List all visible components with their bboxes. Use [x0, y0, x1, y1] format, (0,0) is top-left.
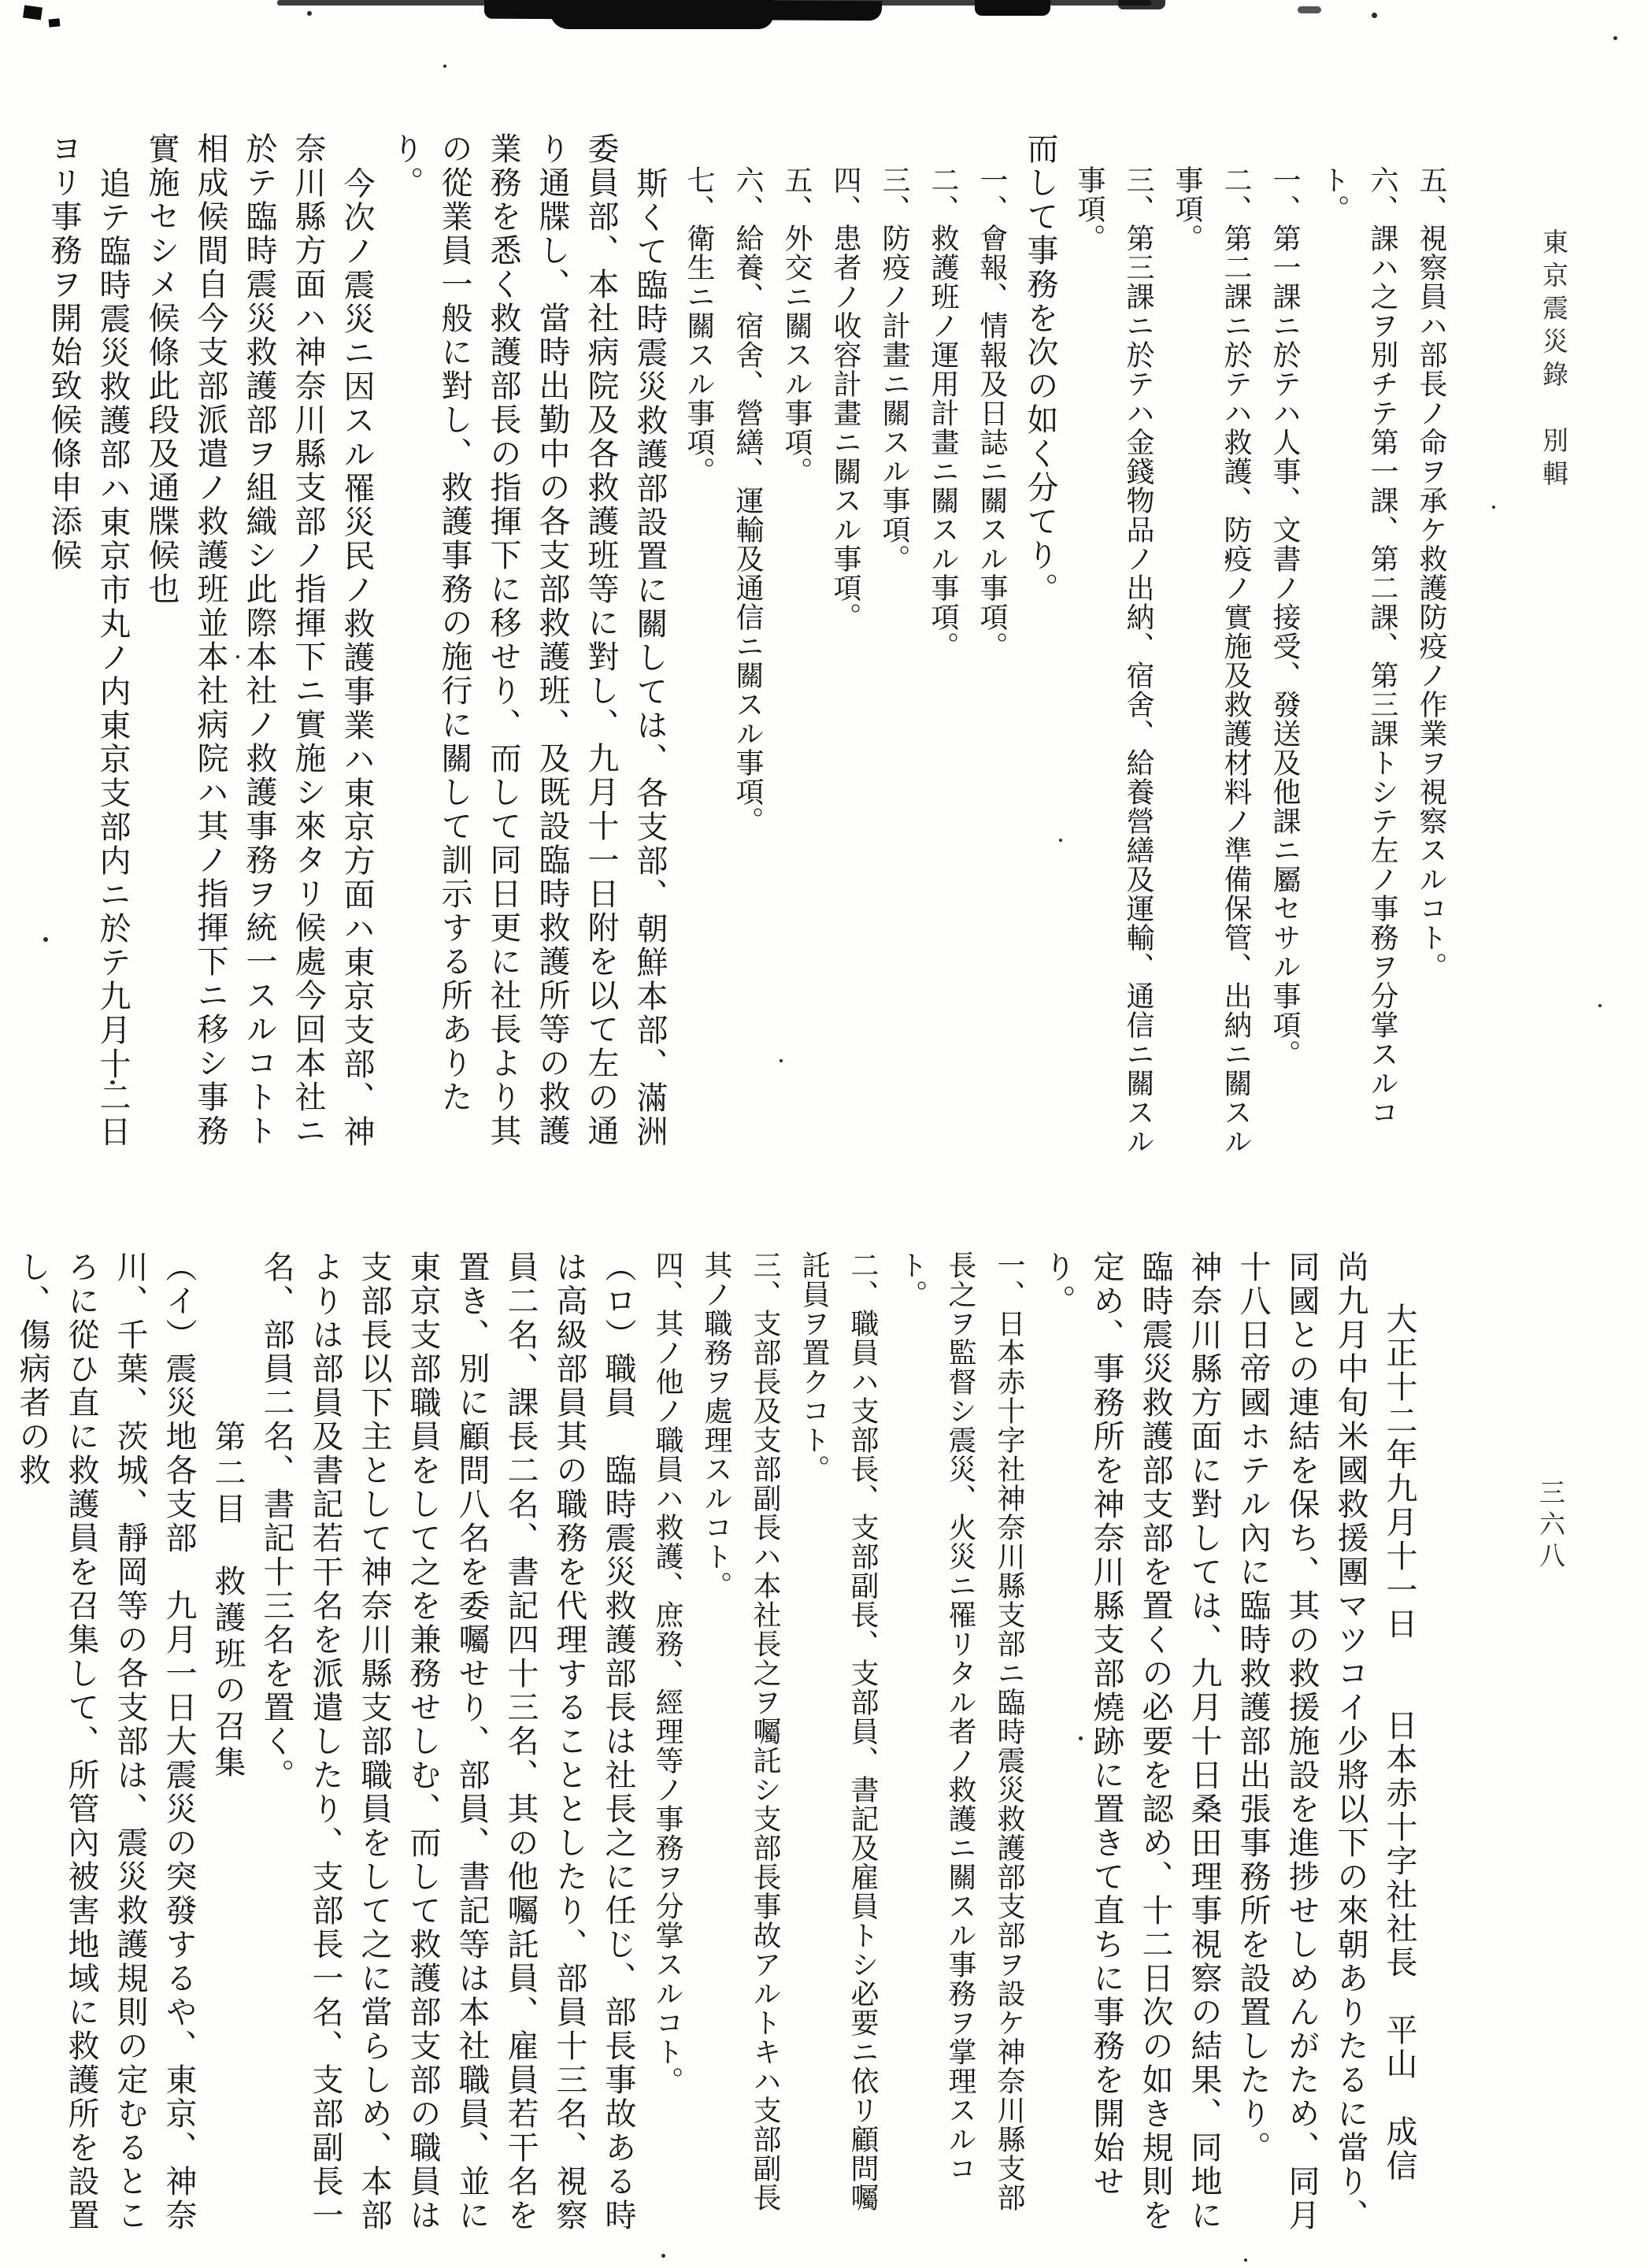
text-column: 一、會報、情報及日誌ニ關スル事項。	[976, 165, 1008, 661]
scan-artifact	[550, 0, 774, 29]
text-column: 尚九月中旬米國救援團マツコイ少將以下の來朝ありたるに當り、同國との連結を保ち、其の救援施設を進捗せしめんがため、同月十八日帝國ホテル內に臨時救護部出張事務所を設置したり。	[1235, 1251, 1368, 2233]
text-column: 今次ノ震災ニ因スル罹災民ノ救護事業ハ東京方面ハ東京支部、神奈川縣方面ハ神奈川縣支部ノ指揮下ニ實施シ來タリ候處今回本社ニ於テ臨時震災救護部ヲ組織シ此際本社ノ救護事務ヲ統一スルコトト相成候間自今支部派遣ノ救護班並本社病院ハ其ノ指揮下ニ移シ事務實施セシメ候條此段及通牒候也	[143, 132, 375, 1149]
text-column: 四、患者ノ收容計畫ニ關スル事項。	[829, 165, 861, 632]
text-column: （イ）震災地各支部 九月一日大震災の突發するや、東京、神奈川、千葉、茨城、靜岡等の各支部は、震災救護規則の定むるところに從ひ直に救護員を召集して、所管內被害地域に救護所を設置し、傷病者の救	[14, 1251, 197, 2233]
scan-artifact	[23, 5, 43, 20]
ink-speck	[661, 2254, 665, 2258]
scan-artifact	[1118, 0, 1165, 9]
text-column: 三、防疫ノ計畫ニ關スル事項。	[878, 165, 910, 573]
text-column: 二、職員ハ支部長、支部副長、支部員、書記及雇員トシ必要ニ依リ顧問囑託員ヲ置クコト。	[798, 1251, 879, 2212]
text-column: 一、日本赤十字社神奈川縣支部ニ臨時震災救護部支部ヲ設ケ神奈川縣支部長之ヲ監督シ震災、火災ニ罹リタル者ノ救護ニ關スル事務ヲ掌理スルコト。	[895, 1251, 1025, 2212]
text-column: 追テ臨時震災救護部ハ東京市丸ノ内東京支部内ニ於テ九月十二日ヨリ事務ヲ開始致候條申添候	[46, 132, 131, 1149]
bottom-text-block	[8, 1251, 1424, 2240]
text-column: 大正十二年九月十一日 日本赤十字社社長 平山 成信	[1381, 1303, 1417, 2183]
text-column: 五、外交ニ關スル事項。	[780, 165, 813, 486]
page-number: 三六八	[1535, 1479, 1566, 1573]
text-column: 四、其ノ他ノ職員ハ救護、庶務、經理等ノ事務ヲ分掌スルコト。	[651, 1251, 683, 2096]
ink-speck	[1244, 2259, 1247, 2262]
text-column: 第二目 救護班の召集	[209, 1420, 246, 1782]
text-column: 六、課ハ之ヲ別チテ第一課、第二課、第三課トシテ左ノ事務ヲ分掌スルコト。	[1317, 165, 1398, 1127]
ink-speck	[1372, 13, 1377, 18]
text-column: 二、第二課ニ於テハ救護、防疫ノ實施及救護材料ノ準備保管、出納ニ關スル事項。	[1171, 165, 1252, 1156]
text-column: 斯くて臨時震災救護部設置に關しては、各支部、朝鮮本部、滿洲委員部、本社病院及各救護班等に對し、九月十一日附を以て左の通り通牒し、當時出勤中の各支部救護班、及既設臨時救護所等の救護業務を悉く救護部長の指揮下に移せり、而して同日更に社長より其の從業員一般に對し、救護事務の施行に關して訓示する所ありたり。	[387, 132, 668, 1149]
ink-speck	[1492, 506, 1495, 509]
ink-speck	[443, 65, 446, 68]
text-column: 三、第三課ニ於テハ金錢物品ノ出納、宿舍、給養營繕及運輸、通信ニ關スル事項。	[1073, 165, 1154, 1156]
scan-artifact	[1298, 6, 1321, 13]
text-column: 而して事務を次の如く分てり。	[1022, 132, 1058, 606]
ink-speck	[307, 11, 312, 16]
running-head: 東京震災錄 別輯	[1539, 228, 1569, 493]
text-column: 二、救護班ノ運用計畫ニ關スル事項。	[927, 165, 959, 661]
text-column: 三、支部長及支部副長ハ本社長之ヲ囑託シ支部長事故アルトキハ支部副長其ノ職務ヲ處理スルコト。	[700, 1251, 781, 2212]
text-column: 一、第一課ニ於テハ人事、文書ノ接受、發送及他課ニ屬セサル事項。	[1268, 165, 1301, 1069]
scan-artifact	[49, 18, 61, 27]
text-column: 六、給養、宿舍、營繕、運輸及通信ニ關スル事項。	[731, 165, 764, 836]
top-text-block	[39, 132, 1455, 1156]
scan-artifact	[975, 0, 1050, 16]
ink-speck	[1613, 36, 1617, 40]
text-column: 七、衛生ニ關スル事項。	[683, 165, 715, 486]
text-column: （ロ）職員 臨時震災救護部長は社長之に任じ、部長事故ある時は高級部員其の職務を代理することとしたり、部員十三名、視察員二名、課長二名、書記四十三名、其の他囑託員、雇員若干名を置き、別に顧問八名を委囑せり、部員、書記等は本社職員、並に東京支部職員をして之を兼務せしむ、而して救護部支部の職員は支部長以下主として神奈川縣支部職員をして之に當らしめ、本部よりは部員及書記若干名を派遣したり、支部長一名、支部副長一名、部員二名、書記十三名を置く。	[258, 1251, 636, 2233]
text-column: 神奈川縣方面に對しては、九月十日桑田理事視察の結果、同地に臨時震災救護部支部を置くの必要を認め、十二日次の如き規則を定め、事務所を神奈川縣支部燒跡に置きて直ちに事務を開始せり。	[1039, 1251, 1222, 2233]
text-column: 五、視察員ハ部長ノ命ヲ承ケ救護防疫ノ作業ヲ視察スルコト。	[1415, 165, 1447, 981]
ink-speck	[1598, 1004, 1602, 1007]
